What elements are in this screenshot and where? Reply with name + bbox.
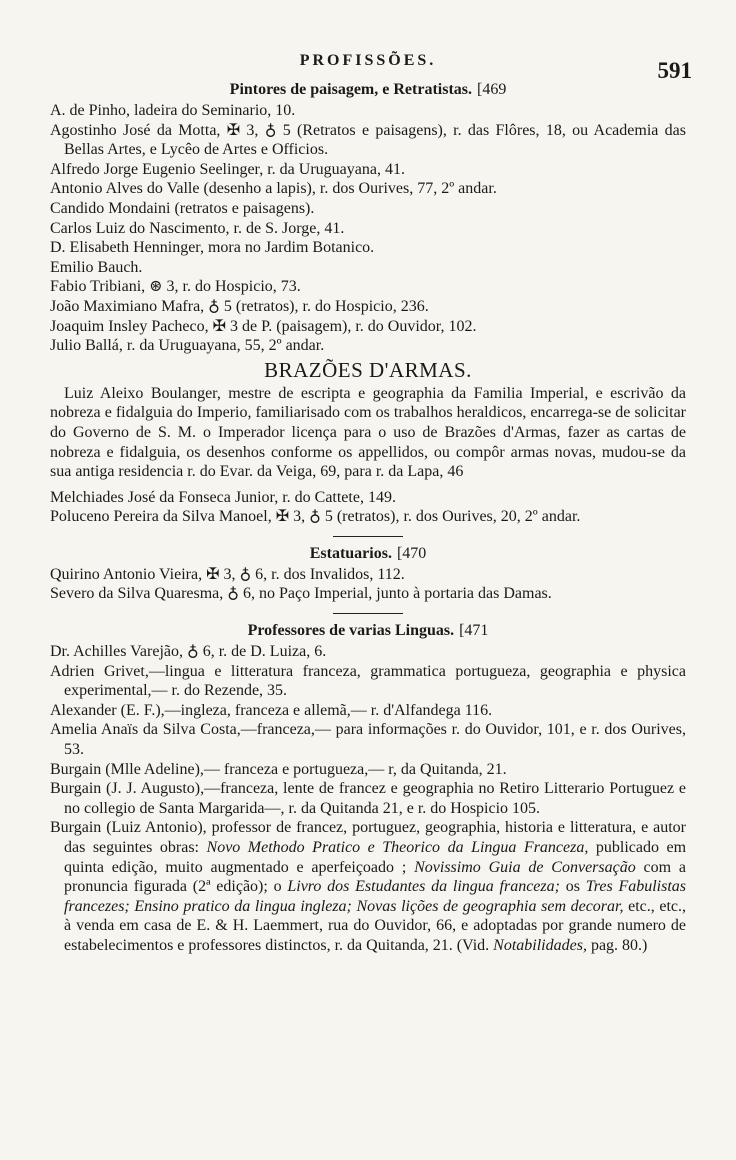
list-item: D. Elisabeth Henninger, mora no Jardim Botanico. bbox=[50, 239, 375, 257]
brazoes-paragraph: Luiz Aleixo Boulanger, mestre de escripta e geographia da Familia Imperial, e escrivão da nobreza e fidalguia do Imperio, familiarisado com os trabalhos heraldicos, encarrega-se de solicitar do Governo de S. M. o Imperador licença para o uso de Brazões d'Armas, fazer as cartas de nobreza e fidalguia, os desenhos conforme os appellidos, ou compôr armas novas, mudou-se da sua antiga residencia r. do Evar. da Veiga, 69, para r. da Lapa, 46 bbox=[50, 384, 686, 481]
list-item: Severo da Silva Quaresma, ♁ 6, no Paço Imperial, junto à portaria das Damas. bbox=[50, 585, 552, 603]
running-title: PROFISSÕES. bbox=[299, 52, 437, 69]
section-heading-professores: Professores de varias Linguas. [471 bbox=[247, 622, 489, 640]
list-item: Agostinho José da Motta, ✠ 3, ♁ 5 (Retratos e paisagens), r. das Flôres, 18, ou Academia das Bellas Artes, e Lycêo de Artes e Officios. bbox=[50, 121, 686, 159]
section-heading-brazoes: BRAZÕES D'ARMAS. bbox=[264, 357, 472, 382]
list-item: Poluceno Pereira da Silva Manoel, ✠ 3, ♁ 5 (retratos), r. dos Ourives, 20, 2º andar. bbox=[50, 508, 581, 526]
professores-list bbox=[50, 642, 686, 956]
list-item: João Maximiano Mafra, ♁ 5 (retratos), r. do Hospicio, 236. bbox=[50, 297, 429, 315]
list-item: Emilio Bauch. bbox=[50, 258, 143, 276]
section-divider bbox=[333, 536, 403, 537]
list-item: Dr. Achilles Varejão, ♁ 6, r. de D. Luiza, 6. bbox=[50, 643, 327, 661]
pintores-list bbox=[50, 101, 686, 356]
list-item: Quirino Antonio Vieira, ✠ 3, ♁ 6, r. dos Invalidos, 112. bbox=[50, 565, 405, 583]
list-item: Amelia Anaïs da Silva Costa,—franceza,— para informações r. do Ouvidor, 101, e r. dos Ourives, 53. bbox=[50, 721, 686, 759]
list-item: Burgain (J. J. Augusto),—franceza, lente de francez e geographia no Retiro Litterario Portuguez e no collegio de Santa Margarida—, r. da Quitanda 21, e r. do Hospicio 105. bbox=[50, 780, 686, 817]
list-item: Melchiades José da Fonseca Junior, r. do Cattete, 149. bbox=[50, 488, 396, 506]
list-item: Candido Mondaini (retratos e paisagens). bbox=[50, 199, 315, 217]
section-divider bbox=[333, 613, 403, 614]
list-item: Fabio Tribiani, ⊛ 3, r. do Hospicio, 73. bbox=[50, 278, 301, 296]
section-heading-estatuarios: Estatuarios. [470 bbox=[309, 544, 427, 562]
page-content bbox=[50, 79, 686, 956]
list-item: Alfredo Jorge Eugenio Seelinger, r. da Uruguayana, 41. bbox=[50, 160, 405, 178]
list-item: Antonio Alves do Valle (desenho a lapis), r. dos Ourives, 77, 2º andar. bbox=[50, 180, 497, 198]
list-item: Burgain (Mlle Adeline),— franceza e portugueza,— r, da Quitanda, 21. bbox=[50, 760, 507, 778]
page-number: 591 bbox=[657, 58, 692, 83]
list-item: Joaquim Insley Pacheco, ✠ 3 de P. (paisagem), r. do Ouvidor, 102. bbox=[50, 317, 477, 335]
list-item: A. de Pinho, ladeira do Seminario, 10. bbox=[50, 102, 296, 119]
list-item: Carlos Luiz do Nascimento, r. de S. Jorge, 41. bbox=[50, 219, 345, 237]
list-item-burgain-luiz: Burgain (Luiz Antonio), professor de francez, portuguez, geographia, historia e litteratura, e autor das seguintes obras: Novo Methodo Pratico e Theorico da Lingua Franceza, publicado em quinta edição, muito augmentado e aperfeiçoado ; Novissimo Guia de Conversação com a pronuncia figurada (2ª edição); o Livro dos Estudantes da lingua franceza; os Tres Fabulistas francezes; Ensino pratico da lingua ingleza; Novas lições de geographia sem decorar, etc., etc., à venda em casa de E. & H. Laemmert, rua do Ouvidor, 66, e adoptadas por grande numero de estabelecimentos e professores distinctos, r. da Quitanda, 21. (Vid. Notabilidades, pag. 80.) bbox=[50, 819, 687, 954]
list-item: Adrien Grivet,—lingua e litteratura franceza, grammatica portugueza, geographia e physica experimental,— r. do Rezende, 35. bbox=[50, 662, 686, 700]
list-item: Julio Ballá, r. da Uruguayana, 55, 2º andar. bbox=[50, 337, 325, 355]
list-item: Alexander (E. F.),—ingleza, franceza e allemã,— r. d'Alfandega 116. bbox=[50, 701, 493, 719]
section-heading-pintores: Pintores de paisagem, e Retratistas. [469 bbox=[229, 81, 507, 98]
